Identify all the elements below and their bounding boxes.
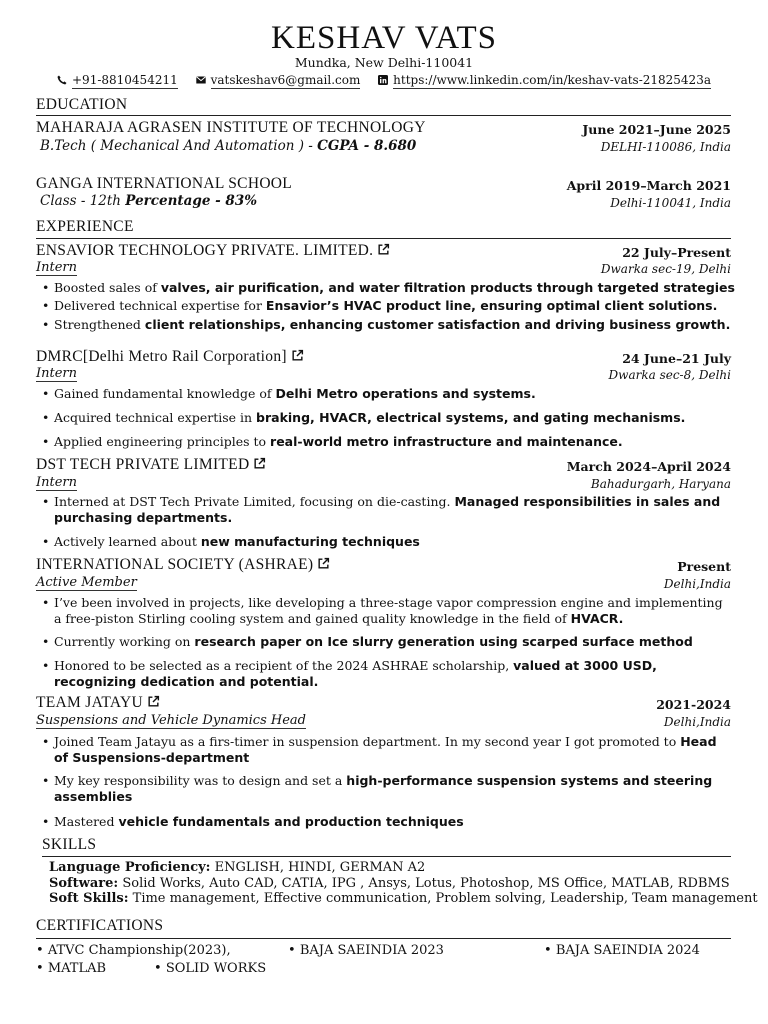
certification-item: • SOLID WORKS bbox=[154, 961, 267, 976]
school-dates: April 2019–March 2021 bbox=[566, 178, 731, 193]
list-item: • Currently working on research paper on Ice slurry generation using scarped surface method bbox=[54, 634, 693, 649]
email-link[interactable]: vatskeshav6@gmail.com bbox=[210, 73, 361, 87]
certifications-heading: CERTIFICATIONS bbox=[36, 917, 164, 934]
certification-item: • BAJA SAEINDIA 2023 bbox=[288, 943, 444, 958]
experience-location: Delhi,India bbox=[663, 715, 731, 729]
experience-org[interactable]: ENSAVIOR TECHNOLOGY PRIVATE. LIMITED. bbox=[36, 242, 390, 260]
list-item: • Gained fundamental knowledge of Delhi Metro operations and systems. bbox=[54, 386, 536, 401]
degree-line: Class - 12th Percentage - 83% bbox=[40, 193, 258, 209]
certification-item: • ATVC Championship(2023), bbox=[36, 943, 231, 958]
experience-dates: March 2024–April 2024 bbox=[566, 459, 731, 474]
experience-org[interactable]: INTERNATIONAL SOCIETY (ASHRAE) bbox=[36, 556, 330, 574]
skills-heading: SKILLS bbox=[42, 836, 97, 853]
list-item: • I’ve been involved in projects, like developing a three-stage vapor compression engine and implementing a free-piston Stirling cooling system and gained quality knowledge in the field of HVACR. bbox=[54, 595, 734, 627]
school-name: GANGA INTERNATIONAL SCHOOL bbox=[36, 175, 293, 192]
external-link-icon[interactable] bbox=[147, 695, 160, 708]
experience-heading: EXPERIENCE bbox=[36, 218, 134, 235]
email-icon bbox=[196, 75, 206, 85]
list-item: • Mastered vehicle fundamentals and production techniques bbox=[54, 814, 464, 829]
list-item: • Actively learned about new manufacturing techniques bbox=[54, 534, 420, 549]
list-item: • Applied engineering principles to real-world metro infrastructure and maintenance. bbox=[54, 434, 623, 449]
certification-item: • MATLAB bbox=[36, 961, 107, 976]
experience-location: Delhi,India bbox=[663, 577, 731, 591]
experience-location: Bahadurgarh, Haryana bbox=[590, 477, 731, 491]
external-link-icon[interactable] bbox=[377, 243, 390, 256]
experience-org[interactable]: TEAM JATAYU bbox=[36, 694, 160, 712]
list-item: • Honored to be selected as a recipient of the 2024 ASHRAE scholarship, valued at 3000 USD, recognizing dedication and potential. bbox=[54, 658, 734, 690]
linkedin-icon bbox=[378, 75, 388, 85]
experience-role: Intern bbox=[36, 260, 78, 275]
section-divider bbox=[36, 238, 731, 239]
list-item: • Boosted sales of valves, air purification, and water filtration products through targeted strategies bbox=[54, 280, 735, 295]
phone-icon bbox=[57, 75, 67, 85]
linkedin-link[interactable]: https://www.linkedin.com/in/keshav-vats-21825423a bbox=[393, 73, 711, 87]
list-item: • Interned at DST Tech Private Limited, focusing on die-casting. Managed responsibilities in sales and purchasing departments. bbox=[54, 494, 734, 526]
experience-role: Intern bbox=[36, 475, 78, 490]
experience-location: Dwarka sec-19, Delhi bbox=[600, 262, 731, 276]
school-location: Delhi-110041, India bbox=[610, 196, 731, 210]
skill-row: Language Proficiency: ENGLISH, HINDI, GERMAN A2 bbox=[49, 860, 426, 875]
list-item: • Delivered technical expertise for Ensavior’s HVAC product line, ensuring optimal client solutions. bbox=[54, 298, 717, 313]
experience-role: Active Member bbox=[36, 575, 137, 590]
experience-org[interactable]: DMRC[Delhi Metro Rail Corporation] bbox=[36, 348, 304, 366]
section-divider bbox=[42, 856, 731, 857]
school-name: MAHARAJA AGRASEN INSTITUTE OF TECHNOLOGY bbox=[36, 119, 426, 136]
skill-row: Software: Solid Works, Auto CAD, CATIA, IPG , Ansys, Lotus, Photoshop, MS Office, MATLAB, RDBMS bbox=[49, 876, 730, 891]
experience-dates: 22 July–Present bbox=[622, 245, 731, 260]
external-link-icon[interactable] bbox=[291, 349, 304, 362]
list-item: • My key responsibility was to design and set a high-performance suspension systems and steering assemblies bbox=[54, 773, 734, 805]
school-dates: June 2021–June 2025 bbox=[582, 122, 731, 137]
section-divider bbox=[36, 115, 731, 116]
education-heading: EDUCATION bbox=[36, 96, 128, 113]
experience-org[interactable]: DST TECH PRIVATE LIMITED bbox=[36, 456, 266, 474]
experience-location: Dwarka sec-8, Delhi bbox=[608, 368, 731, 382]
experience-dates: Present bbox=[677, 559, 731, 574]
experience-role: Suspensions and Vehicle Dynamics Head bbox=[36, 713, 306, 728]
section-divider bbox=[36, 938, 731, 939]
address: Mundka, New Delhi-110041 bbox=[294, 55, 474, 70]
phone-link[interactable]: +91-8810454211 bbox=[72, 73, 178, 87]
external-link-icon[interactable] bbox=[317, 557, 330, 570]
school-location: DELHI-110086, India bbox=[600, 140, 731, 154]
experience-dates: 24 June–21 July bbox=[622, 351, 731, 366]
experience-dates: 2021-2024 bbox=[656, 697, 731, 712]
list-item: • Acquired technical expertise in braking, HVACR, electrical systems, and gating mechanisms. bbox=[54, 410, 685, 425]
list-item: • Joined Team Jatayu as a firs-timer in suspension department. In my second year I got promoted to Head of Suspensions-department bbox=[54, 734, 734, 766]
list-item: • Strengthened client relationships, enhancing customer satisfaction and driving business growth. bbox=[54, 317, 730, 332]
candidate-name: KESHAV VATS bbox=[271, 20, 497, 56]
external-link-icon[interactable] bbox=[253, 457, 266, 470]
experience-role: Intern bbox=[36, 366, 78, 381]
degree-line: B.Tech ( Mechanical And Automation ) - CGPA - 8.680 bbox=[40, 138, 417, 154]
skill-row: Soft Skills: Time management, Effective communication, Problem solving, Leadership, Team management bbox=[49, 891, 758, 906]
contact-bar bbox=[0, 73, 768, 87]
certification-item: • BAJA SAEINDIA 2024 bbox=[544, 943, 700, 958]
